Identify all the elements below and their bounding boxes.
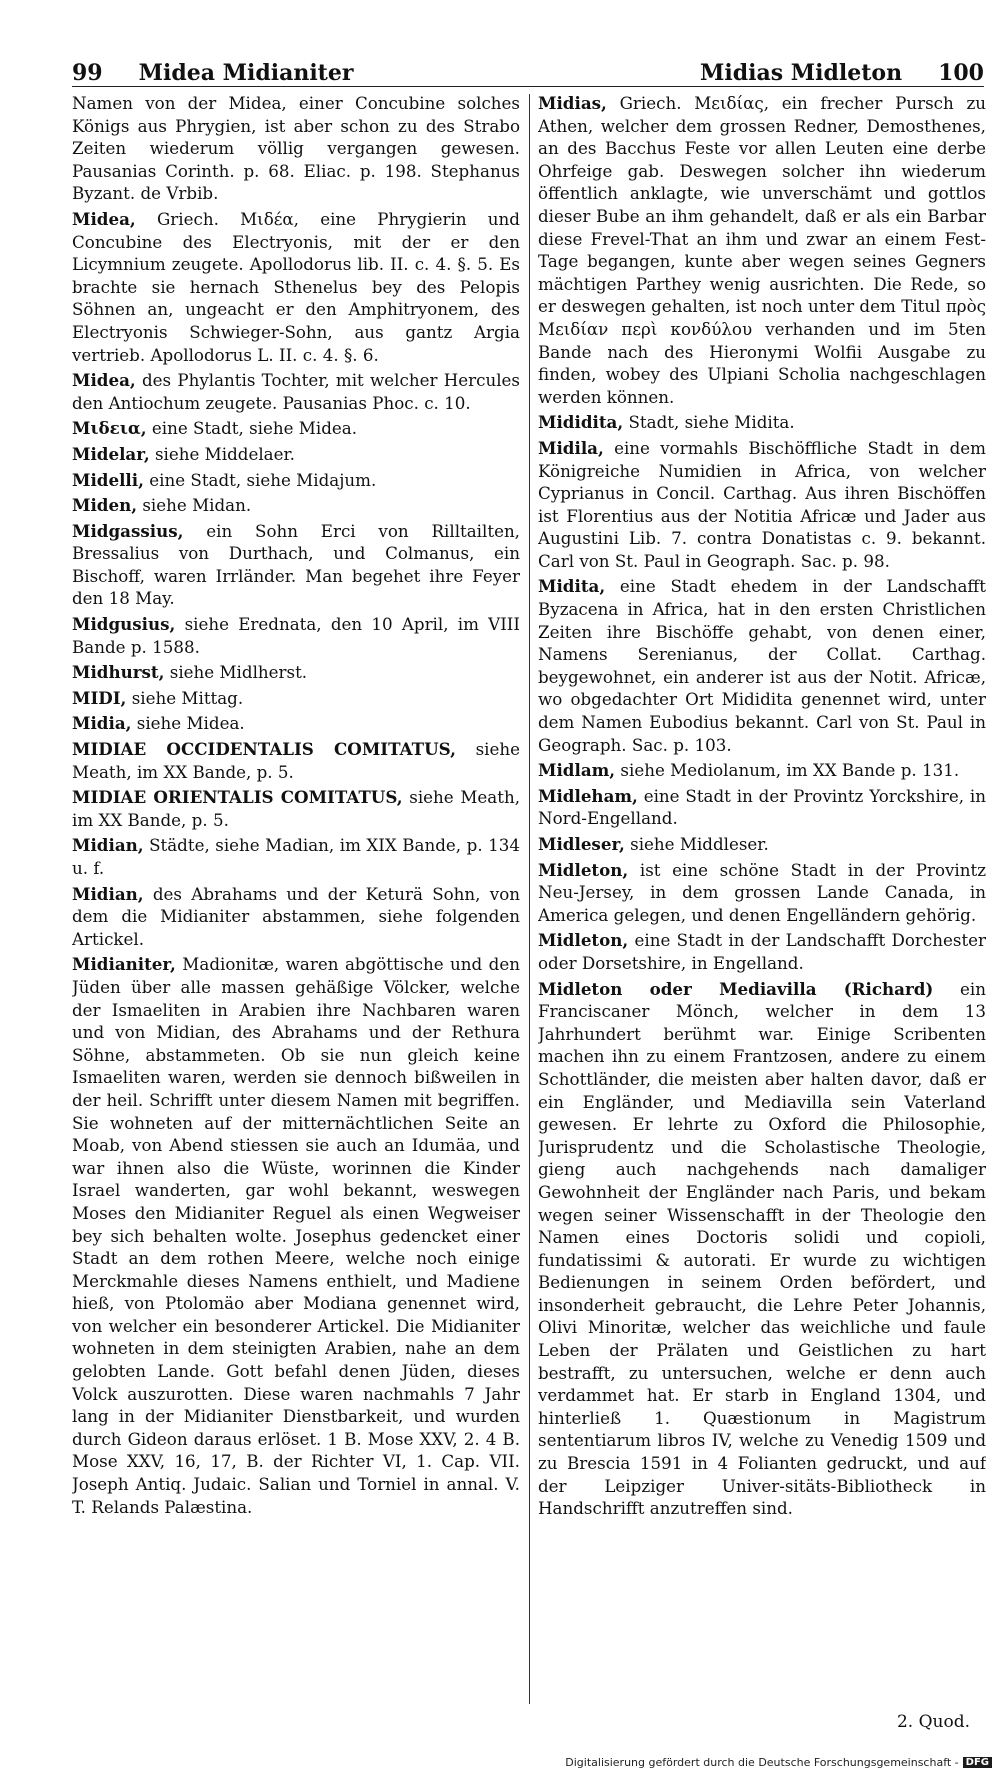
left-column	[72, 92, 520, 1707]
entry-text: siehe Erednata, den 10 April, im VIII Bande p. 1588.	[72, 614, 520, 657]
dictionary-entry	[72, 417, 520, 440]
entry-text: Städte, siehe Madian, im XIX Bande, p. 134 u. f.	[72, 835, 520, 878]
page-number-left: 99	[72, 60, 103, 86]
right-column	[538, 92, 986, 1707]
entry-text: eine Stadt in der Landschafft Dorchester oder Dorsetshire, in Engelland.	[538, 930, 986, 973]
dictionary-entry	[72, 208, 520, 366]
dictionary-entry	[72, 883, 520, 951]
dictionary-entry	[538, 759, 986, 782]
entry-text: siehe Midea.	[136, 713, 245, 734]
entry-headword: Miden,	[72, 495, 138, 516]
dictionary-entry	[72, 953, 520, 1518]
entry-text: siehe Middelaer.	[154, 443, 295, 464]
entry-headword: Midia,	[72, 713, 132, 734]
entry-headword: Midelar,	[72, 443, 150, 464]
entry-text: siehe Meath, im XX Bande, p. 5.	[72, 787, 520, 830]
entry-text: siehe Mediolanum, im XX Bande p. 131.	[620, 760, 960, 781]
entry-headword: Midea,	[72, 370, 136, 391]
entry-headword: Midian,	[72, 883, 144, 904]
entry-headword: MIDIAE ORIENTALIS COMITATUS,	[72, 787, 403, 808]
entry-text: des Abrahams und der Keturä Sohn, von dem die Midianiter abstammen, siehe folgenden Artickel.	[72, 883, 520, 949]
entry-text: ein Franciscaner Mönch, welcher in dem 13 Jahrhundert berühmt war. Einige Scribenten machen ihn zu einem Frantzosen, andere zu einem Schottländer, die meisten aber halten davor, daß er ein Engländer, und Mediavilla sein Vaterland gewesen. Er lehrte zu Oxford die Philosophie, Jurisprudentz und die Scholastische Theologie, gieng auch nachgehends nach damaliger Gewohnheit der Engländer nach Paris, und bekam wegen seiner Wissenschafft in der Theologie den Namen eines Doctoris solidi und copioli, fundatissimi & autorati. Er wurde zu wichtigen Bedienungen in seinem Orden befördert, und insonderheit gebraucht, die Lehre Peter Johannis, Olivi Minoritæ, welcher das weichliche und faule Leben der Prälaten und Geistlichen zu hart bestrafft, zu untersuchen, welche er denn auch verdammet hat. Er starb in England 1304, und hinterließ 1. Quæstionum in Magistrum sententiarum libros IV, welche zu Venedig 1509 und zu Brescia 1591 in 4 Folianten gedruckt, und auf der Leipziger Univer-sitäts-Bibliotheck in Handschrifft anzutreffen sind.	[538, 978, 986, 1519]
entry-headword: Midlam,	[538, 760, 616, 781]
dictionary-entry	[538, 978, 986, 1520]
entry-headword: MIDIAE OCCIDENTALIS COMITATUS,	[72, 739, 456, 760]
digitization-footer	[565, 1756, 992, 1769]
entry-headword: Midleton oder Mediavilla (Richard)	[538, 978, 934, 999]
dictionary-entry	[72, 494, 520, 517]
dictionary-entry	[538, 859, 986, 927]
dictionary-entry	[72, 661, 520, 684]
entry-headword: Midhurst,	[72, 662, 165, 683]
entry-text: ist eine schöne Stadt in der Provintz Neu-Jersey, in dem grossen Lande Canada, in America gelegen, und denen Engelländern gehörig.	[538, 859, 986, 925]
dictionary-entry	[72, 712, 520, 735]
dictionary-entry	[72, 443, 520, 466]
entry-text: siehe Meath, im XX Bande, p. 5.	[72, 739, 520, 782]
dictionary-entry	[538, 92, 986, 408]
entry-text: Griech. Μιδέα, eine Phrygierin und Concubine des Electryonis, mit der er den Licymnium zeugete. Apollodorus lib. II. c. 4. §. 5. Es brachte sie hernach Sthenelus bey des Pelopis Söhnen an, ungeacht er den Amphitryonem, des Electryonis Schwieger-Sohn, aus gantz Argia vertrieb. Apollodorus L. II. c. 4. §. 6.	[72, 208, 520, 365]
dictionary-entry	[538, 437, 986, 573]
entry-headword: Mididitа,	[538, 412, 624, 433]
entry-text: eine Stadt, siehe Midajum.	[149, 469, 377, 490]
dictionary-entry	[72, 786, 520, 831]
dictionary-entry	[72, 687, 520, 710]
dictionary-entry	[72, 738, 520, 783]
catchword: 2. Quod.	[896, 1712, 970, 1732]
dictionary-entry	[72, 369, 520, 414]
footer-text: Digitalisierung gefördert durch die Deutsche Forschungsgemeinschaft -	[565, 1756, 959, 1769]
entry-headword: Midita,	[538, 576, 606, 597]
running-header	[72, 52, 984, 87]
entry-text: Griech. Μειδίας, ein frecher Pursch zu Athen, welcher dem grossen Redner, Demosthenes, an des Bacchus Feste vor allen Leuten eine derbe Ohrfeige gab. Deswegen solcher ihn wiederum öffentlich anklagte, wie unverschämt und gottlos dieser Bube an ihm gehandelt, daß er als ein Barbar diese Frevel-That an ihm und zwar an einem Fest-Tage begangen, kunte aber wegen seines Gegners mächtigen Parthey wenig ausrichten. Die Rede, so er deswegen gehalten, ist noch unter dem Titul πρὸς Μειδίαν περὶ κονδύλου verhanden und im 5ten Bande nach des Hieronymi Wolfii Ausgabe zu finden, wobey des Ulpiani Scholia nachgeschlagen werden können.	[538, 93, 986, 407]
entry-headword: Midea,	[72, 208, 136, 229]
dfg-logo: DFG	[963, 1757, 992, 1768]
entry-headword: Midgassius,	[72, 520, 184, 541]
entry-text: eine Stadt, siehe Midea.	[151, 418, 358, 439]
entry-text: siehe Middleser.	[630, 834, 769, 854]
dictionary-entry	[538, 929, 986, 974]
entry-text: eine vormahls Bischöffliche Stadt in dem Königreiche Numidien in Africa, von welcher Cyprianus in Concil. Carthag. Aus ihren Bischöffen ist Florentius aus der Notitia Africæ und Jader aus Augustini Lib. 7. contra Donatistas c. 9. bekannt. Carl von St. Paul in Geograph. Sac. p. 98.	[538, 437, 986, 571]
dictionary-entry	[538, 785, 986, 830]
dictionary-entry	[72, 520, 520, 610]
entry-text: Stadt, siehe Midita.	[628, 412, 795, 433]
dictionary-entry	[538, 575, 986, 756]
entry-headword: Midila,	[538, 437, 604, 458]
entry-text: ein Sohn Erci von Rilltailten, Bressalius von Durthach, und Colmanus, ein Bischoff, waren Irrländer. Man begehet ihre Feyer den 18 May.	[72, 520, 520, 609]
entry-headword: Midleham,	[538, 785, 638, 806]
entry-headword: Midianiter,	[72, 954, 176, 975]
entry-text: Madionitæ, waren abgöttische und den Jüden über alle massen gehäßige Völcker, welche der Ismaeliten in Arabien ihre Nachbaren waren und von Midian, des Abrahams und der Rethura Söhne, abstammeten. Ob sie nun gleich keine Ismaeliten waren, werden sie dennoch bißweilen in der heil. Schrifft unter diesem Namen mit begriffen. Sie wohneten auf der mitternächtlichen Seite an Moab, von Abend stiessen sie auch an Idumäa, und war ihnen also die Wüste, worinnen die Kinder Israel wanderten, gar wohl bekannt, weswegen Moses den Midianiter Reguel als einen Wegweiser bey sich behalten wolte. Josephus gedencket einer Stadt an dem rothen Meere, welche noch einige Merckmahle dieses Namens enthielt, und Madiene hieß, von Ptolomäo aber Modiana genennet wird, von welcher ein besonderer Artickel. Die Midianiter wohneten in dem steinigten Arabien, nahe an dem gelobten Lande. Gott befahl denen Jüden, dieses Volck auszurotten. Diese waren nachmahls 7 Jahr lang in der Midianiter Dienstbarkeit, und wurden durch Gideon daraus erlöset. 1 B. Mose XXV, 2. 4 B. Mose XXV, 16, 17, B. der Richter VI, 1. Cap. VII. Joseph Antiq. Judaic. Salian und Torniel in annal. V. T. Relands Palæstina.	[72, 954, 520, 1517]
entry-text: eine Stadt ehedem in der Landschafft Byzacena in Africa, hat in den ersten Christlichen Zeiten ihre Bischöffe gehabt, von denen einer, Namens Serenianus, der Collat. Carthag. beygewohnet, ein anderer ist aus der Notit. Africæ, wo obgedachter Ort Mididita genennet wird, unter dem Namen Eubodius bekannt. Carl von St. Paul in Geograph. Sac. p. 103.	[538, 576, 986, 755]
entry-text: siehe Midlherst.	[169, 662, 308, 683]
running-title-left: Midea Midianiter	[138, 60, 354, 86]
entry-text: des Phylantis Tochter, mit welcher Hercules den Antiochum zeugete. Pausanias Phoc. c. 10.	[72, 370, 520, 413]
entry-headword: Midgusius,	[72, 614, 176, 635]
page-number-right: 100	[938, 60, 984, 86]
entry-headword: Midleton,	[538, 930, 629, 951]
entry-text: siehe Mittag.	[131, 687, 244, 708]
entry-headword: Midias,	[538, 93, 607, 113]
entry-headword: MIDI,	[72, 687, 127, 708]
dictionary-entry	[72, 92, 520, 205]
dictionary-entry	[72, 613, 520, 658]
entry-text: eine Stadt in der Provintz Yorckshire, in Nord-Engelland.	[538, 785, 986, 829]
entry-headword: Midleser,	[538, 834, 625, 854]
entry-headword: Midelli,	[72, 469, 144, 490]
dictionary-entry	[72, 469, 520, 492]
dictionary-entry	[538, 411, 986, 434]
running-title-right: Midias Midleton	[700, 60, 903, 86]
entry-text: Namen von der Midea, einer Concubine solches Königs aus Phrygien, ist aber schon zu des Strabo Zeiten wiederum völlig vergangen gewesen. Pausanias Corinth. p. 68. Eliac. p. 198. Stephanus Byzant. de Vrbib.	[72, 93, 520, 204]
entry-text: siehe Midan.	[142, 495, 252, 516]
column-divider	[529, 94, 530, 1704]
dictionary-entry	[538, 833, 986, 856]
entry-headword: Midian,	[72, 835, 144, 856]
entry-headword: Μιδεια,	[72, 418, 147, 439]
entry-headword: Midleton,	[538, 859, 629, 880]
dictionary-entry	[72, 834, 520, 879]
